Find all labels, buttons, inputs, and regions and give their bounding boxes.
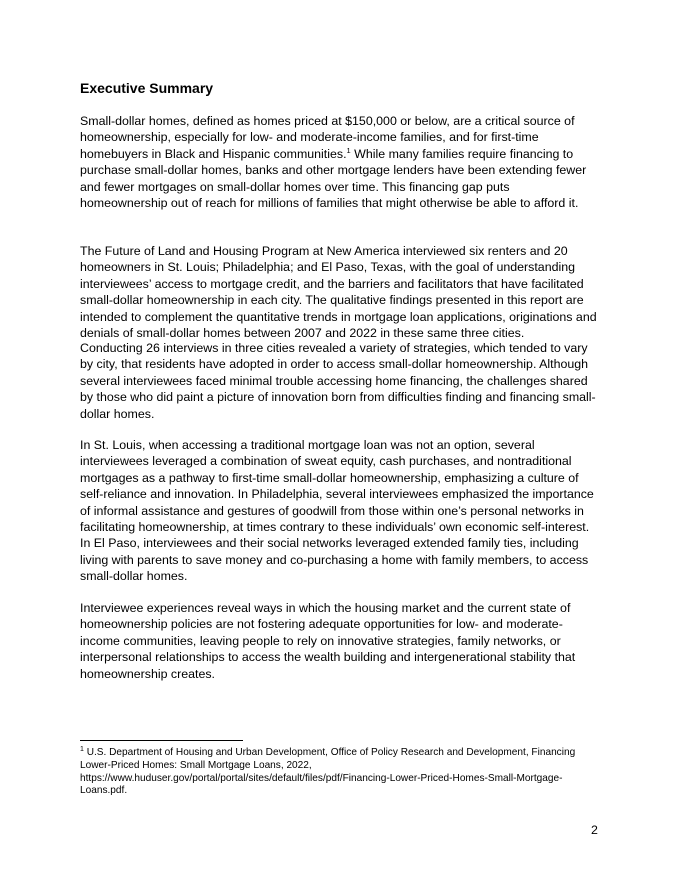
footnote-reference: 1 xyxy=(346,145,351,155)
paragraph-small-dollar-homes xyxy=(80,113,600,211)
footnote-divider xyxy=(80,740,243,741)
footnote-number: 1 xyxy=(80,746,84,753)
paragraph-interview-findings: Conducting 26 interviews in three cities revealed a variety of strategies, which tended to vary by city, that residents have adopted in order to access small-dollar homeownership. Although several interviewees faced minimal trouble accessing home financing, the challenges shared by those who did paint a picture of innovation born from difficulties finding and financing small-dollar homes. xyxy=(80,341,596,421)
page-number: 2 xyxy=(591,823,598,837)
section-heading: Executive Summary xyxy=(80,80,214,96)
paragraph-city-strategies: In St. Louis, when accessing a traditional mortgage loan was not an option, several interviewees leveraged a combination of sweat equity, cash purchases, and nontraditional mortgages as a pathway to first-time small-dollar homeownership, emphasizing a culture of self-reliance and innovation. In Philadelphia, several interviewees emphasized the importance of informal assistance and gestures of goodwill from those within one’s personal networks in facilitating homeownership, at times contrary to these individuals’ own economic self-interest. In El Paso, interviewees and their social networks leveraged extended family ties, including living with parents to save money and co-purchasing a home with family members, to access small-dollar homes. xyxy=(80,438,594,584)
footnote xyxy=(80,747,600,798)
paragraph-text-continued: While many families require financing to purchase small-dollar homes, banks and other mortgage lenders have been extending fewer and fewer mortgages on small-dollar homes over time. This financing gap puts homeownership out of reach for millions of families that might otherwise be able to afford it. xyxy=(80,146,587,211)
paragraph-text: Small-dollar homes, defined as homes priced at $150,000 or below, are a critical source of homeownership, especially for low- and moderate-income families, and for first-time homebuyers in Black and Hispanic communities. xyxy=(80,114,575,161)
paragraph-study-overview: The Future of Land and Housing Program at New America interviewed six renters and 20 homeowners in St. Louis; Philadelphia; and El Paso, Texas, with the goal of understanding interviewees’ access to mortgage credit, and the barriers and facilitators that have facilitated small-dollar homeownership in each city. The qualitative findings presented in this report are intended to complement the quantitative trends in mortgage loan applications, originations and denials of small-dollar homes between 2007 and 2022 in these same three cities. xyxy=(80,244,597,341)
paragraph-conclusion: Interviewee experiences reveal ways in which the housing market and the current state of homeownership policies are not fostering adequate opportunities for low- and moderate-income communities, leaving people to rely on innovative strategies, family networks, or interpersonal relationships to access the wealth building and intergenerational stability that homeownership creates. xyxy=(80,601,576,681)
footnote-text: U.S. Department of Housing and Urban Development, Office of Policy Research and Development, Financing Lower-Priced Homes: Small Mortgage Loans, 2022, https://www.huduser.gov/portal/portal/sites/default/files/pdf/Financing-Lower-Priced-Homes-Small-Mortgage-Loans.pdf. xyxy=(80,747,576,797)
